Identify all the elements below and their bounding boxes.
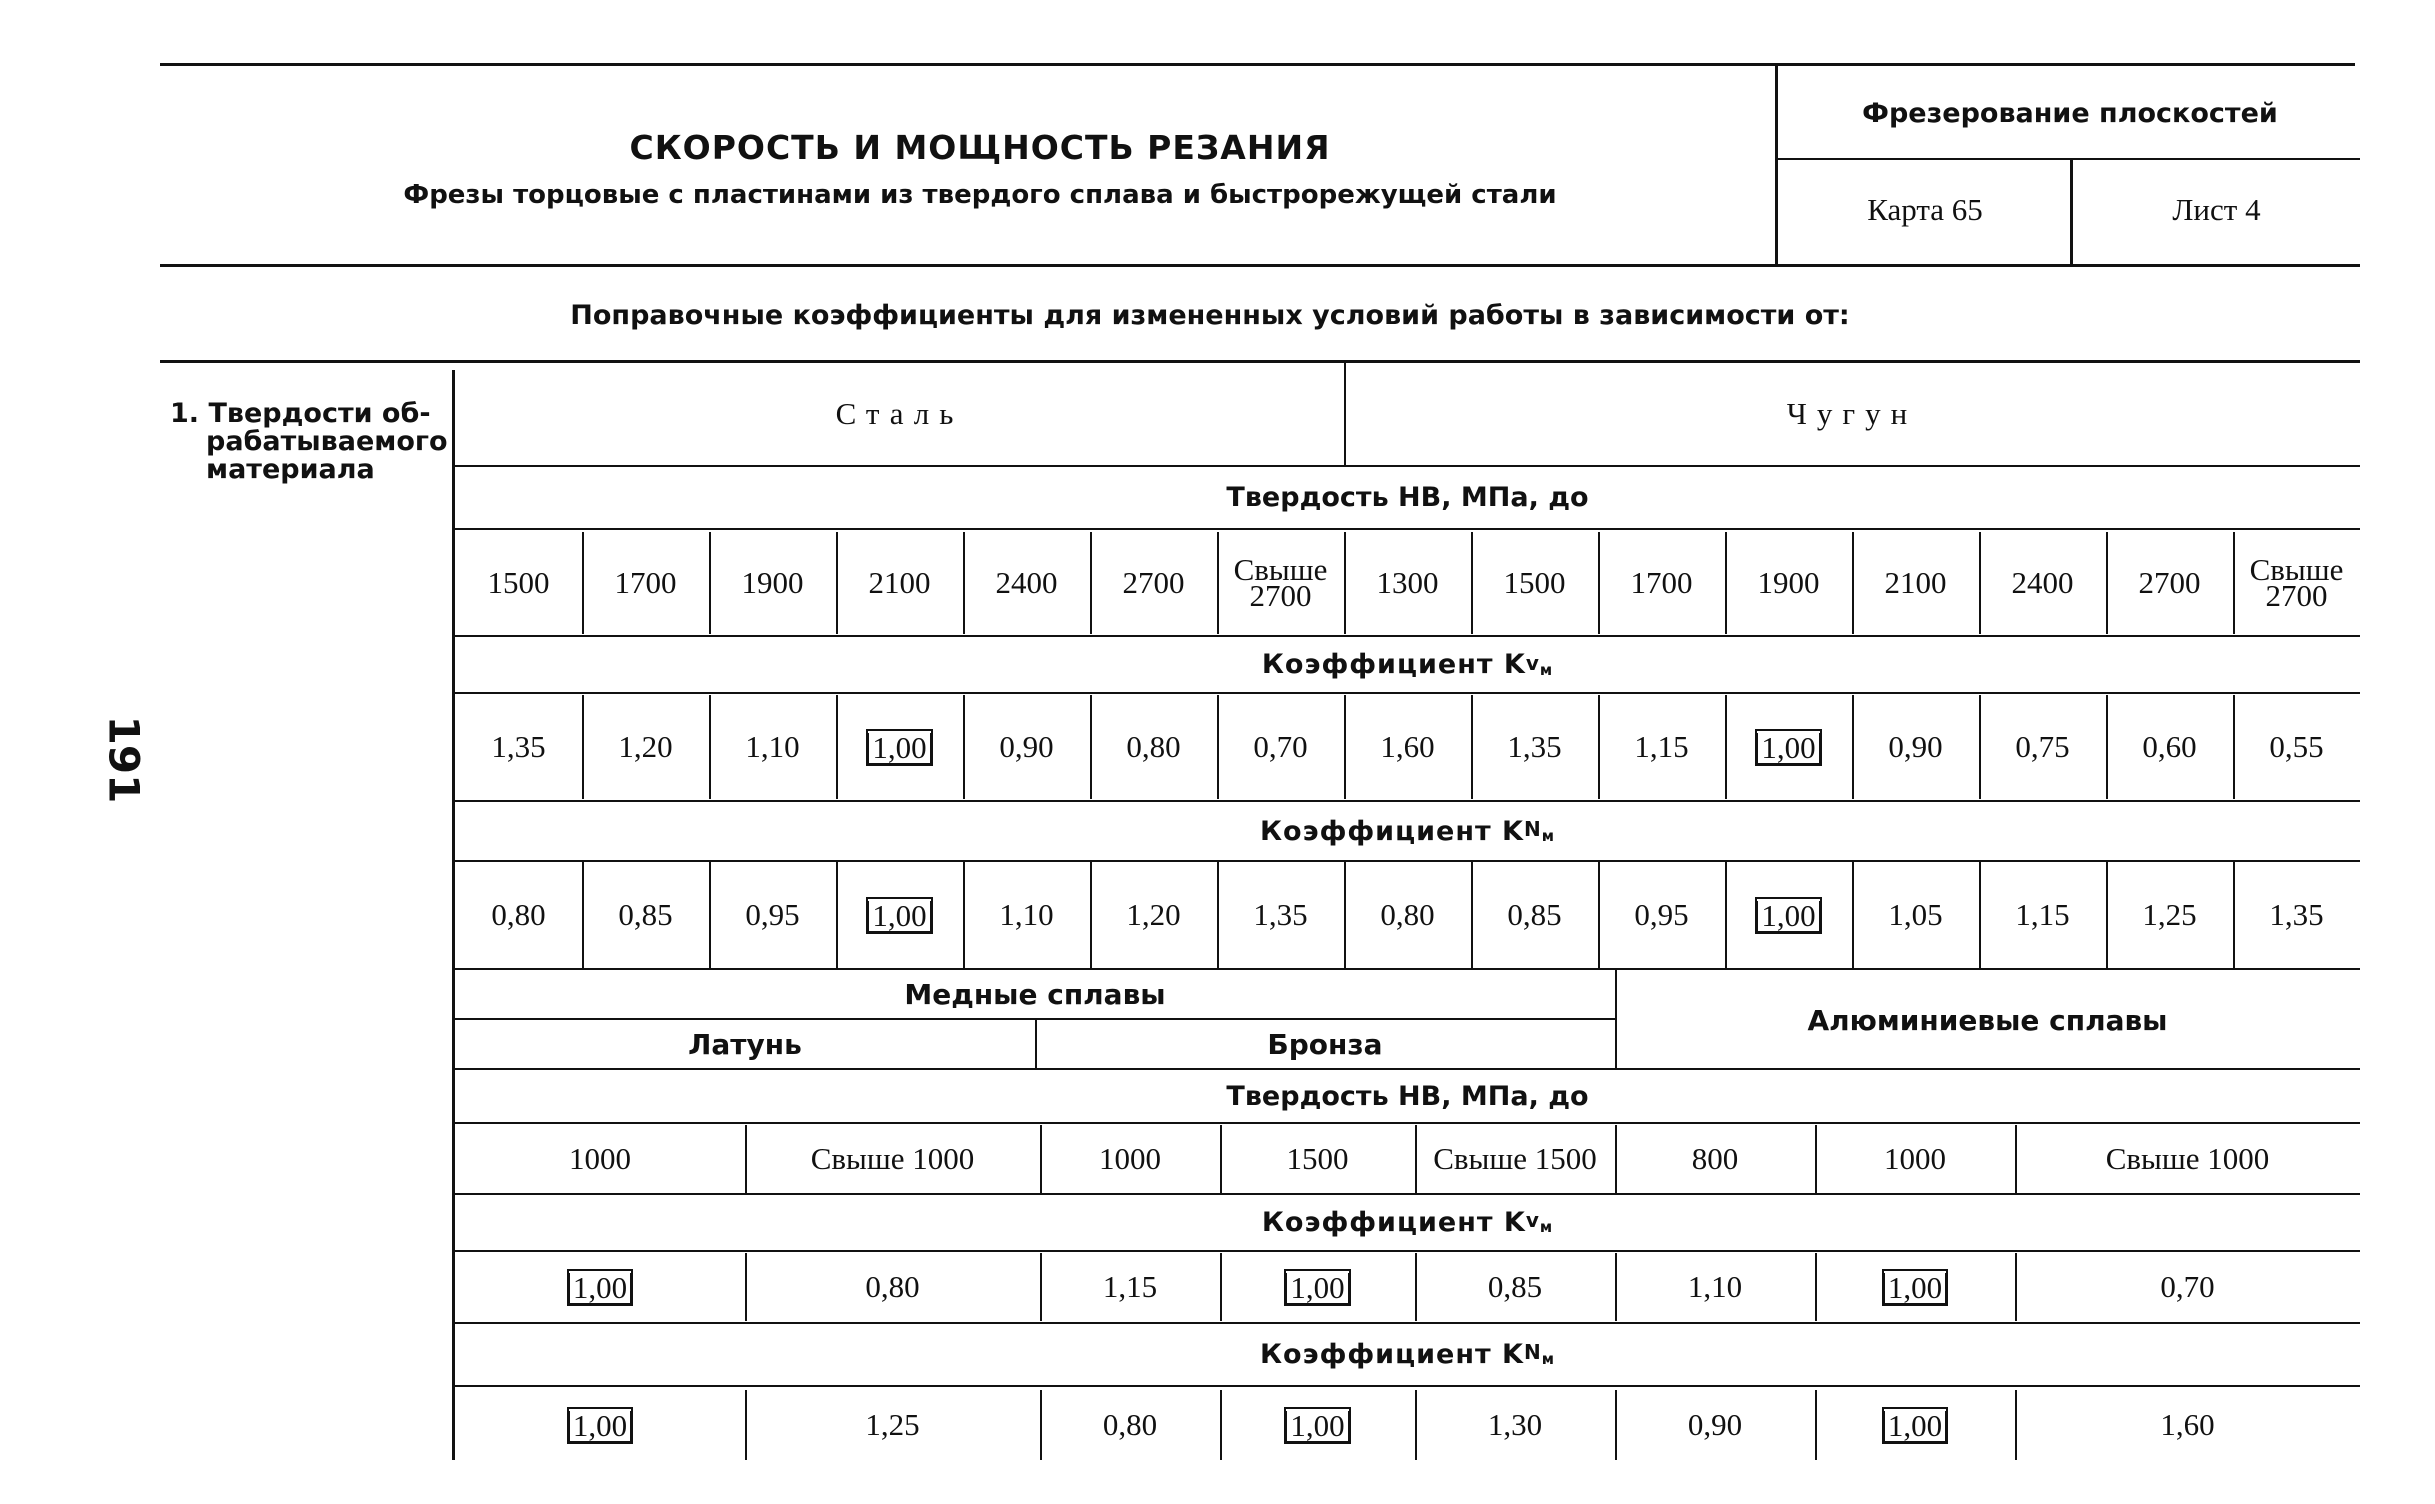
nf-rule-6 bbox=[455, 1385, 2360, 1387]
bronze-label: Бронза bbox=[1267, 1027, 1383, 1061]
kv-value: 1,35 bbox=[1507, 729, 1562, 764]
nf-kv-value: 0,85 bbox=[1487, 1269, 1543, 1304]
kn-value: 1,10 bbox=[999, 897, 1054, 932]
nf-rule-2 bbox=[455, 1122, 2360, 1124]
nf-kn-value bbox=[455, 1390, 745, 1460]
row-label bbox=[170, 398, 448, 485]
nf-kv-value: 1,10 bbox=[1687, 1269, 1743, 1304]
kn-value: 1,25 bbox=[2142, 897, 2197, 932]
hardness-value-line-1: Свыше bbox=[2249, 552, 2344, 587]
kv-value: 1,10 bbox=[745, 729, 800, 764]
nf-kn-value: 1,60 bbox=[2160, 1407, 2215, 1442]
hardness-value: 2700 bbox=[2138, 565, 2201, 600]
nf-kn-value bbox=[1220, 1390, 1415, 1460]
nf-coef-kv-header: Коэффициент K $v_м$ bbox=[1261, 1206, 1554, 1238]
nf-hardness-value: 800 bbox=[1691, 1141, 1739, 1176]
page-number: 191 bbox=[99, 715, 149, 804]
hardness-value: 2700 bbox=[1122, 565, 1185, 600]
hardness-header-nonferrous: Твердость НВ, МПа, до bbox=[1226, 1080, 1589, 1112]
nf-hardness-value: 1000 bbox=[1884, 1141, 1946, 1176]
hardness-value: 1300 bbox=[1376, 565, 1439, 600]
nf-kn-value: 0,80 bbox=[1102, 1407, 1158, 1442]
kn-value: 1,15 bbox=[2015, 897, 2070, 932]
hardness-value: 2400 bbox=[2011, 565, 2074, 600]
header-right-split bbox=[1778, 158, 2360, 160]
nf-kv-value: 0,70 bbox=[2160, 1269, 2215, 1304]
coef-kv-header-subsub: м bbox=[1539, 660, 1554, 679]
baseline-value-box: 1,00 bbox=[1284, 1269, 1350, 1306]
hardness-value: 2100 bbox=[868, 565, 931, 600]
nf-kn-value bbox=[1815, 1390, 2015, 1460]
kn-value: 0,80 bbox=[491, 897, 546, 932]
hardness-value: 1900 bbox=[741, 565, 804, 600]
hardness-value: 1900 bbox=[1757, 565, 1820, 600]
hardness-value: 1500 bbox=[487, 565, 550, 600]
steel-rule-2 bbox=[455, 528, 2360, 530]
kn-value: 0,85 bbox=[1507, 897, 1562, 932]
kn-value: 1,20 bbox=[1126, 897, 1181, 932]
baseline-value-box: 1,00 bbox=[567, 1269, 633, 1306]
kv-value: 1,60 bbox=[1380, 729, 1435, 764]
kv-value: 1,20 bbox=[618, 729, 673, 764]
brass-label: Латунь bbox=[688, 1027, 802, 1061]
row-label-line-1: 1. Твердости об- bbox=[170, 398, 431, 429]
nf-hardness-value: Свыше 1500 bbox=[1433, 1141, 1597, 1176]
kn-value: 0,95 bbox=[745, 897, 800, 932]
page-title: СКОРОСТЬ И МОЩНОСТЬ РЕЗАНИЯ bbox=[629, 128, 1331, 167]
nf-hardness-value: 1000 bbox=[569, 1141, 631, 1176]
nf-rule-3 bbox=[455, 1193, 2360, 1195]
coef-kn-header-subsub: м bbox=[1541, 827, 1555, 845]
card-number: Карта 65 bbox=[1867, 192, 1983, 227]
kn-value: 0,95 bbox=[1634, 897, 1689, 932]
kv-value: 0,90 bbox=[999, 729, 1054, 764]
kv-value: 0,75 bbox=[2015, 729, 2070, 764]
nf-coef-kv-header-sub: $v_м$ bbox=[1525, 1208, 1554, 1236]
nf-coef-kn-header-subsub: м bbox=[1541, 1350, 1555, 1368]
kn-value: 1,05 bbox=[1888, 897, 1943, 932]
coef-kv-header: Коэффициент K $v_м$ bbox=[1261, 649, 1554, 680]
kv-value: 1,15 bbox=[1634, 729, 1689, 764]
kv-value: 0,70 bbox=[1253, 729, 1308, 764]
intro-text: Поправочные коэффициенты для измененных условий работы в зависимости от: bbox=[570, 300, 1850, 331]
baseline-value-box: 1,00 bbox=[567, 1407, 633, 1444]
kv-value: 0,90 bbox=[1888, 729, 1943, 764]
baseline-value-box: 1,00 bbox=[1755, 897, 1821, 934]
hardness-value-line-1: Свыше bbox=[1233, 552, 1328, 587]
nf-kv-value bbox=[455, 1253, 745, 1321]
kn-value bbox=[1725, 862, 1852, 968]
nf-coef-kv-header-subsub: м bbox=[1539, 1218, 1554, 1236]
section-label: Фрезерование плоскостей bbox=[1862, 98, 2278, 129]
steel-rule-4 bbox=[455, 692, 2360, 694]
nf-hardness-value: Свыше 1000 bbox=[2105, 1141, 2270, 1176]
row-label-line-3: материала bbox=[206, 454, 375, 485]
baseline-value-box: 1,00 bbox=[866, 897, 932, 934]
coef-kn-header: Коэффициент K $N_м$ bbox=[1259, 815, 1555, 847]
steel-label: Сталь bbox=[835, 395, 964, 431]
kn-value: 1,35 bbox=[1253, 897, 1308, 932]
hardness-header-steel-iron: Твердость НВ, МПа, до bbox=[1226, 481, 1589, 513]
kv-value: 0,60 bbox=[2142, 729, 2197, 764]
iron-label: Чугун bbox=[1786, 395, 1918, 431]
nf-kn-value: 1,25 bbox=[865, 1407, 920, 1442]
nf-kn-value: 0,90 bbox=[1687, 1407, 1743, 1442]
nf-rule-4 bbox=[455, 1250, 2360, 1252]
baseline-value-box: 1,00 bbox=[1284, 1407, 1350, 1444]
nf-hardness-value: 1000 bbox=[1099, 1141, 1161, 1176]
nf-hardness-value: 1500 bbox=[1286, 1141, 1349, 1176]
kn-value: 1,35 bbox=[2269, 897, 2324, 932]
kv-value: 0,80 bbox=[1126, 729, 1181, 764]
kv-value: 0,55 bbox=[2269, 729, 2324, 764]
hardness-value bbox=[1217, 532, 1344, 634]
kn-value: 0,85 bbox=[618, 897, 673, 932]
nf-rule-5 bbox=[455, 1322, 2360, 1324]
hardness-value-line-2: 2700 bbox=[2265, 578, 2328, 613]
hardness-value: 1500 bbox=[1503, 565, 1566, 600]
nf-kv-value: 1,15 bbox=[1102, 1269, 1158, 1304]
row-label-line-2: рабатываемого bbox=[206, 426, 448, 457]
hardness-value: 1700 bbox=[614, 565, 677, 600]
nf-kv-value: 0,80 bbox=[865, 1269, 920, 1304]
page-subtitle: Фрезы торцовые с пластинами из твердого сплава и быстрорежущей стали bbox=[403, 180, 1557, 210]
kv-value: 1,35 bbox=[491, 729, 546, 764]
baseline-value-box: 1,00 bbox=[1755, 729, 1821, 766]
hardness-value-line-2: 2700 bbox=[1249, 578, 1312, 613]
hardness-value: 2100 bbox=[1884, 565, 1947, 600]
baseline-value-box: 1,00 bbox=[866, 729, 932, 766]
baseline-value-box: 1,00 bbox=[1882, 1269, 1948, 1306]
coef-kv-header-sub: $v_м$ bbox=[1525, 650, 1554, 679]
kn-value: 0,80 bbox=[1380, 897, 1435, 932]
hardness-value bbox=[2233, 532, 2360, 634]
header-divider bbox=[1775, 66, 1778, 264]
hardness-value: 1700 bbox=[1630, 565, 1693, 600]
header-bottom-rule bbox=[160, 264, 2360, 267]
kv-value bbox=[1725, 695, 1852, 799]
nf-hardness-value: Свыше 1000 bbox=[810, 1141, 975, 1176]
nf-coef-kn-header-sub: $N_м$ bbox=[1523, 1340, 1555, 1368]
top-rule bbox=[160, 63, 2355, 66]
nf-coef-kn-header: Коэффициент K $N_м$ bbox=[1259, 1338, 1555, 1370]
nf-kv-value bbox=[1815, 1253, 2015, 1321]
nf-kv-value bbox=[1220, 1253, 1415, 1321]
copper-label: Медные сплавы bbox=[904, 977, 1166, 1011]
baseline-value-box: 1,00 bbox=[1882, 1407, 1948, 1444]
nf-kn-value: 1,30 bbox=[1487, 1407, 1543, 1442]
aluminum-label: Алюминиевые сплавы bbox=[1807, 1003, 2168, 1037]
sheet-number: Лист 4 bbox=[2172, 192, 2261, 227]
hardness-value: 2400 bbox=[995, 565, 1058, 600]
kn-value bbox=[836, 862, 963, 968]
coef-kn-header-sub: $N_м$ bbox=[1523, 817, 1555, 845]
kv-value bbox=[836, 695, 963, 799]
